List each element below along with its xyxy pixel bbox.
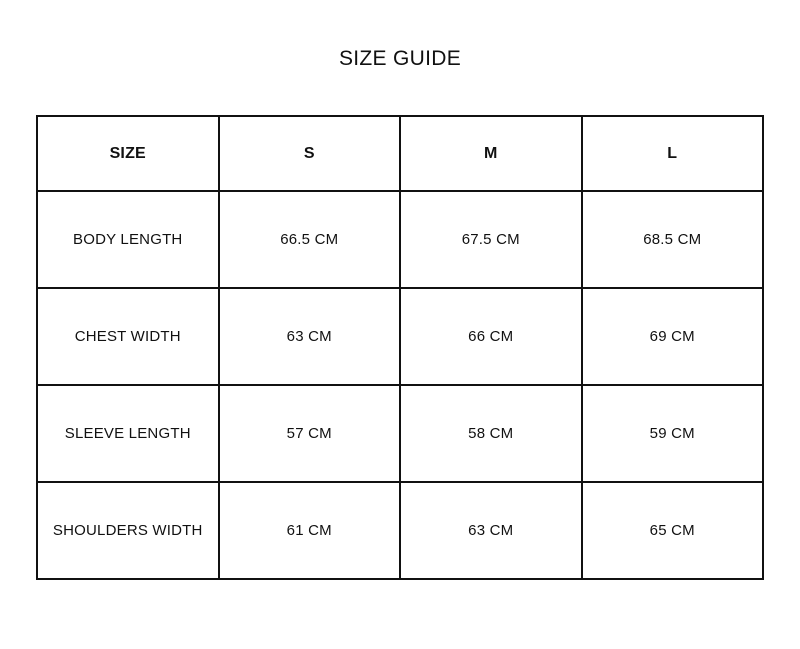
row-label: BODY LENGTH	[37, 191, 219, 288]
header-s: S	[219, 116, 401, 191]
cell-l: 69 CM	[582, 288, 764, 385]
cell-s: 61 CM	[219, 482, 401, 579]
table-row-sleeve-length	[37, 385, 763, 482]
cell-s: 57 CM	[219, 385, 401, 482]
table-header	[37, 116, 763, 191]
row-label: CHEST WIDTH	[37, 288, 219, 385]
cell-l: 65 CM	[582, 482, 764, 579]
header-l: L	[582, 116, 764, 191]
cell-s: 63 CM	[219, 288, 401, 385]
cell-l: 68.5 CM	[582, 191, 764, 288]
cell-m: 58 CM	[400, 385, 582, 482]
table-row-shoulders-width	[37, 482, 763, 579]
cell-m: 66 CM	[400, 288, 582, 385]
page-title: SIZE GUIDE	[338, 47, 462, 70]
table-row-body-length	[37, 191, 763, 288]
header-m: M	[400, 116, 582, 191]
cell-s: 66.5 CM	[219, 191, 401, 288]
table-row-chest-width	[37, 288, 763, 385]
header-size: SIZE	[37, 116, 219, 191]
header-row	[37, 116, 763, 191]
cell-l: 59 CM	[582, 385, 764, 482]
row-label: SLEEVE LENGTH	[37, 385, 219, 482]
cell-m: 63 CM	[400, 482, 582, 579]
cell-m: 67.5 CM	[400, 191, 582, 288]
size-guide-table	[36, 115, 764, 580]
table-body	[37, 191, 763, 579]
row-label: SHOULDERS WIDTH	[37, 482, 219, 579]
